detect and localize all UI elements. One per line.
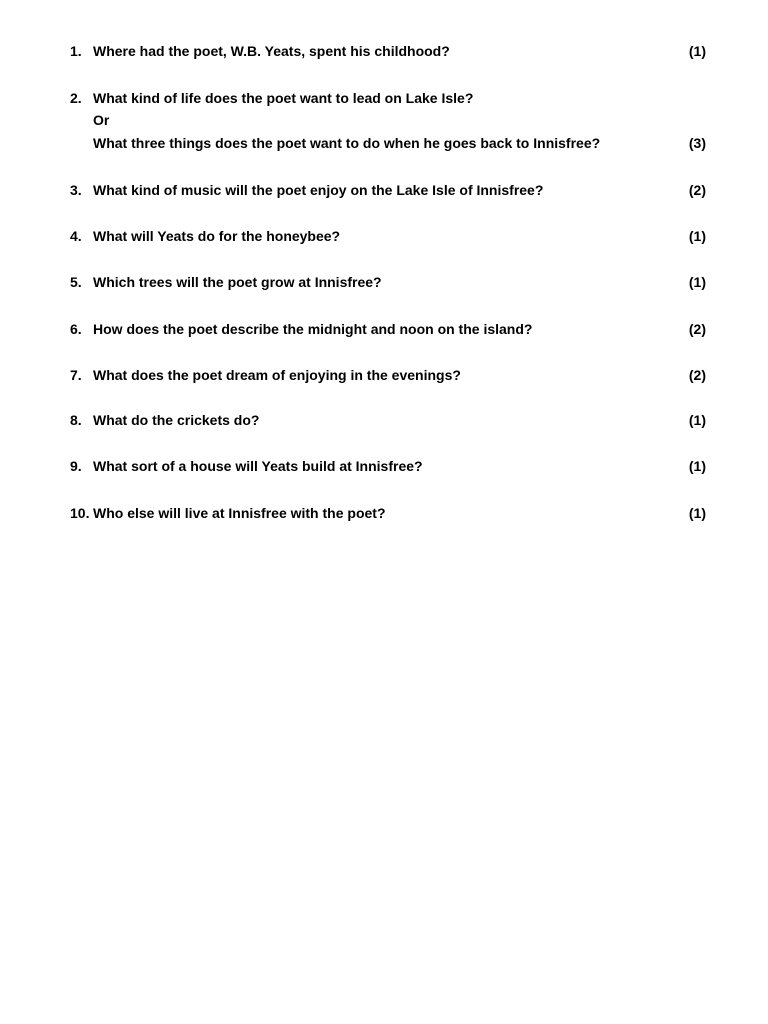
- question-9: [70, 456, 706, 476]
- question-number: 8.: [70, 412, 82, 428]
- question-marks: (2): [688, 367, 706, 383]
- question-number: 1.: [70, 43, 82, 59]
- question-marks: (1): [688, 458, 706, 474]
- question-2-alternative: [70, 133, 706, 153]
- question-text: What will Yeats do for the honeybee?: [93, 228, 341, 244]
- question-3: [70, 180, 706, 200]
- question-text: What three things does the poet want to do when he goes back to Innisfree?: [93, 135, 601, 151]
- question-text: What do the crickets do?: [93, 412, 260, 428]
- question-10: [70, 503, 706, 523]
- question-text: What sort of a house will Yeats build at Innisfree?: [93, 458, 423, 474]
- question-number: 3.: [70, 182, 82, 198]
- question-marks: (2): [688, 321, 706, 337]
- question-number: 4.: [70, 228, 82, 244]
- question-number: 9.: [70, 458, 82, 474]
- question-marks: (1): [688, 505, 706, 521]
- question-text: What kind of music will the poet enjoy on the Lake Isle of Innisfree?: [93, 182, 544, 198]
- question-text: Which trees will the poet grow at Innisfree?: [93, 274, 382, 290]
- question-marks: (1): [688, 43, 706, 59]
- question-text: Where had the poet, W.B. Yeats, spent his childhood?: [93, 43, 450, 59]
- question-marks: (2): [688, 182, 706, 198]
- question-7: [70, 365, 706, 385]
- question-4: [70, 226, 706, 246]
- question-2: [70, 88, 706, 108]
- question-text: What does the poet dream of enjoying in the evenings?: [93, 367, 461, 383]
- question-8: [70, 410, 706, 430]
- question-number: 6.: [70, 321, 82, 337]
- question-2-or: [70, 110, 706, 130]
- question-number: 7.: [70, 367, 82, 383]
- question-marks: (1): [688, 412, 706, 428]
- question-number: 10.: [70, 505, 90, 521]
- question-text: What kind of life does the poet want to lead on Lake Isle?: [93, 90, 474, 106]
- or-separator: Or: [93, 112, 110, 128]
- question-1: [70, 41, 706, 61]
- question-marks: (1): [688, 274, 706, 290]
- question-marks: (3): [688, 135, 706, 151]
- question-marks: (1): [688, 228, 706, 244]
- question-text: Who else will live at Innisfree with the poet?: [93, 505, 386, 521]
- question-5: [70, 272, 706, 292]
- question-number: 5.: [70, 274, 82, 290]
- question-6: [70, 319, 706, 339]
- question-number: 2.: [70, 90, 82, 106]
- question-text: How does the poet describe the midnight and noon on the island?: [93, 321, 533, 337]
